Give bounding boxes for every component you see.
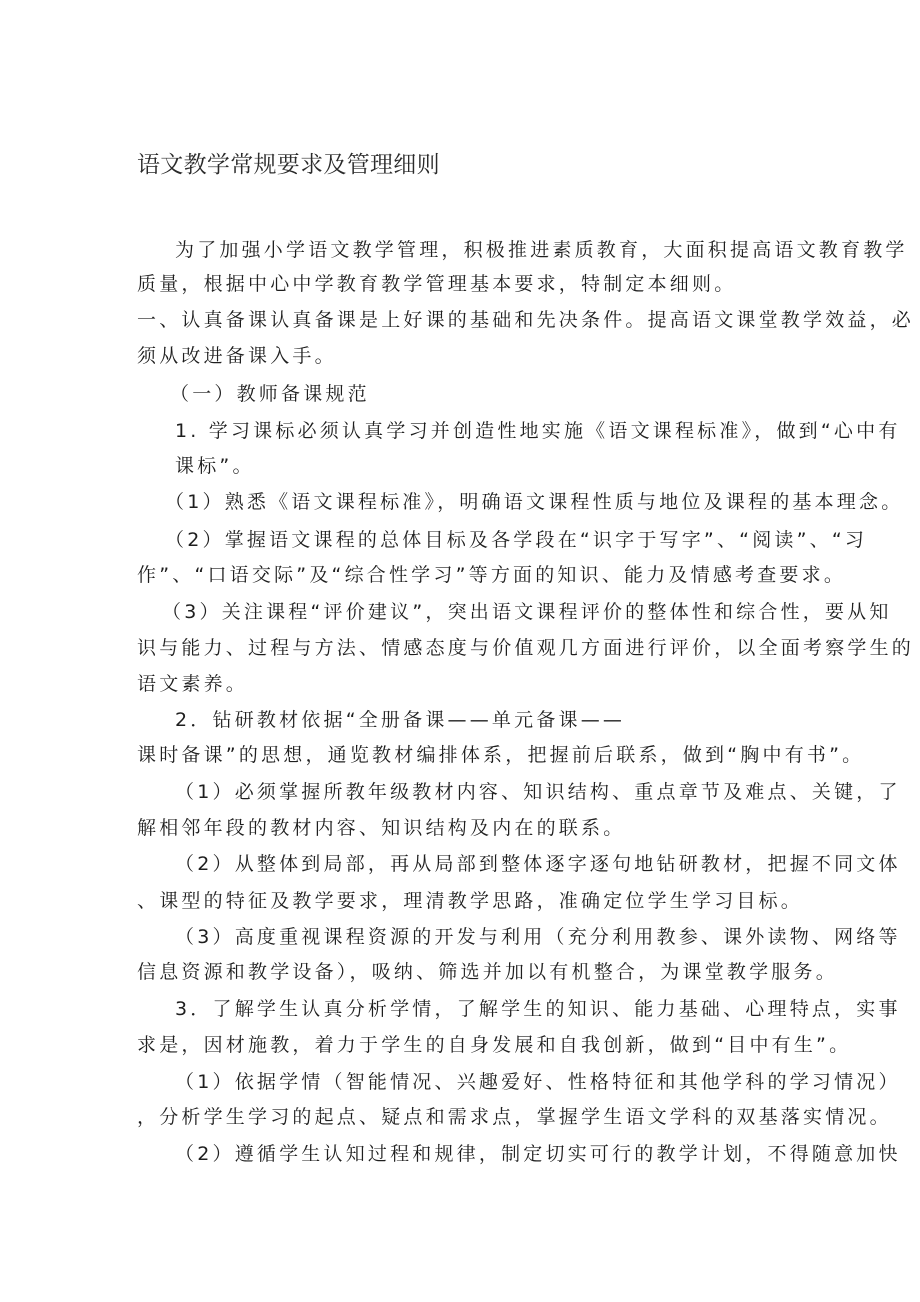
text-line: 课时备课”的思想，通览教材编排体系，把握前后联系，做到“胸中有书”。 bbox=[137, 744, 865, 766]
text-line: （1）依据学情（智能情况、兴趣爱好、性格特征和其他学科的学习情况） bbox=[175, 1071, 901, 1093]
text-line: 质量，根据中心中学教育教学管理基本要求，特制定本细则。 bbox=[137, 273, 737, 295]
text-line: （一）教师备课规范 bbox=[170, 383, 370, 405]
text-line: 2．钻研教材依据“全册备课——单元备课—— bbox=[175, 709, 626, 731]
text-line: （1）必须掌握所教年级教材内容、知识结构、重点章节及难点、关键，了 bbox=[175, 781, 901, 803]
text-line: 为了加强小学语文教学管理，积极推进素质教育，大面积提高语文教育教学 bbox=[175, 239, 908, 261]
text-line: 一、认真备课认真备课是上好课的基础和先决条件。提高语文课堂教学效益，必 bbox=[137, 309, 915, 331]
text-line: （2）掌握语文课程的总体目标及各学段在“识字于写字”、“阅读”、“习 bbox=[165, 529, 868, 551]
text-line: 语文素养。 bbox=[137, 673, 249, 695]
text-line: 3．了解学生认真分析学情，了解学生的知识、能力基础、心理特点，实事 bbox=[175, 998, 901, 1020]
document-title: 语文教学常规要求及管理细则 bbox=[137, 152, 440, 178]
text-line: 须从改进备课入手。 bbox=[137, 345, 337, 367]
text-line: （2）从整体到局部，再从局部到整体逐字逐句地钻研教材，把握不同文体 bbox=[175, 853, 901, 875]
text-line: 1. 学习课标必须认真学习并创造性地实施《语文课程标准》，做到“心中有 bbox=[175, 420, 901, 442]
text-line: 课标”。 bbox=[175, 455, 255, 477]
text-line: 识与能力、过程与方法、情感态度与价值观几方面进行评价，以全面考察学生的 bbox=[137, 637, 915, 659]
text-line: 作”、“口语交际”及“综合性学习”等方面的知识、能力及情感考查要求。 bbox=[137, 564, 847, 586]
text-line: 信息资源和教学设备），吸纳、筛选并加以有机整合，为课堂教学服务。 bbox=[137, 961, 838, 983]
text-line: 解相邻年段的教材内容、知识结构及内在的联系。 bbox=[137, 817, 626, 839]
text-line: 求是，因材施教，着力于学生的自身发展和自我创新，做到“目中有生”。 bbox=[137, 1034, 852, 1056]
text-line: 、课型的特征及教学要求，理清教学思路，准确定位学生学习目标。 bbox=[137, 890, 804, 912]
text-line: （1）熟悉《语文课程标准》，明确语文课程性质与地位及课程的基本理念。 bbox=[165, 491, 904, 513]
text-line: ，分析学生学习的起点、疑点和需求点，掌握学生语文学科的双基落实情况。 bbox=[137, 1106, 892, 1128]
text-line: （2）遵循学生认知过程和规律，制定切实可行的教学计划，不得随意加快 bbox=[175, 1143, 901, 1165]
text-line: （3）高度重视课程资源的开发与利用（充分利用教参、课外读物、网络等 bbox=[175, 926, 901, 948]
text-line: （3）关注课程“评价建议”，突出语文课程评价的整体性和综合性，要从知 bbox=[162, 601, 892, 623]
